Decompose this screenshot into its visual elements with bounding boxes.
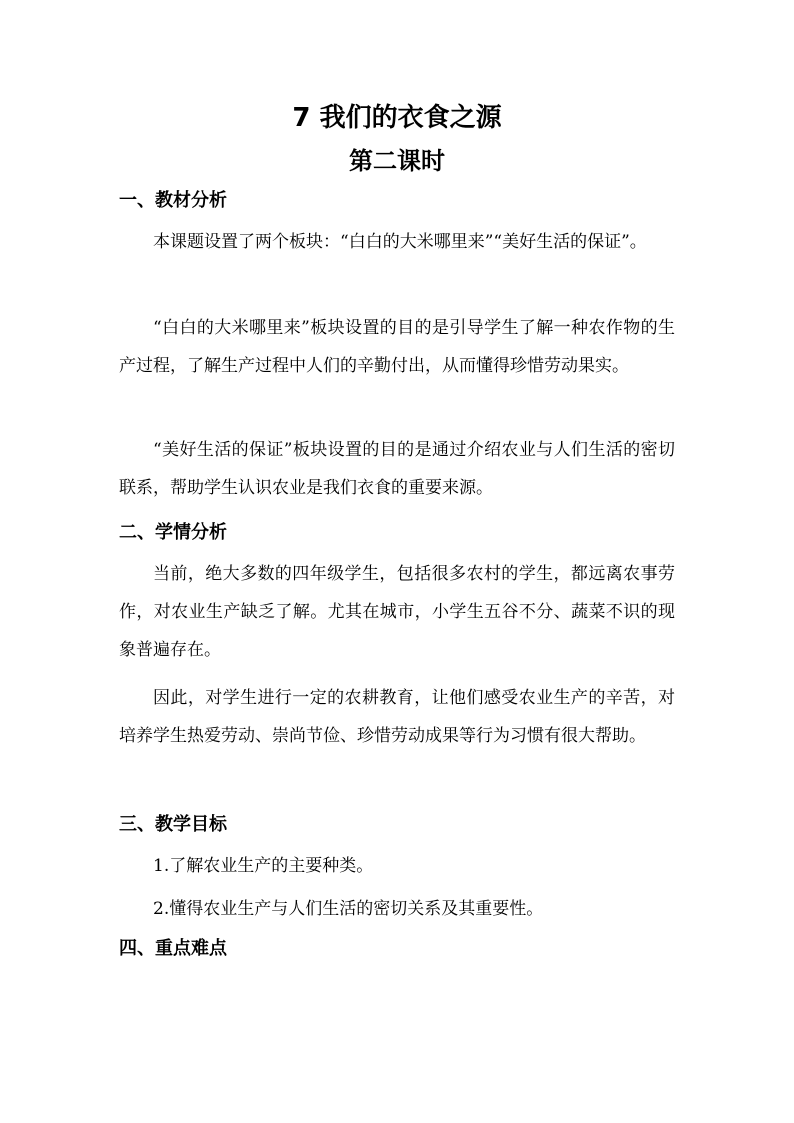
section-heading-textbook-analysis: 一、教材分析 [119, 190, 227, 211]
section-heading-key-points: 四、重点难点 [119, 938, 227, 959]
paragraph: 本课题设置了两个板块：“白白的大米哪里来”“美好生活的保证”。 [153, 232, 647, 252]
list-item: 1.了解农业生产的主要种类。 [153, 856, 374, 876]
section-heading-teaching-goals: 三、教学目标 [119, 814, 227, 835]
section-heading-student-analysis: 二、学情分析 [119, 522, 227, 543]
paragraph: “白白的大米哪里来”板块设置的目的是引导学生了解一种农作物的生产过程，了解生产过程中人们的辛勤付出，从而懂得珍惜劳动果实。 [119, 318, 675, 376]
lesson-subtitle: 第二课时 [349, 147, 445, 175]
list-item: 2.懂得农业生产与人们生活的密切关系及其重要性。 [153, 899, 544, 919]
paragraph: 因此，对学生进行一定的农耕教育，让他们感受农业生产的辛苦，对培养学生热爱劳动、崇尚节俭、珍惜劳动成果等行为习惯有很大帮助。 [119, 688, 675, 746]
paragraph: 当前，绝大多数的四年级学生，包括很多农村的学生，都远离农事劳作，对农业生产缺乏了解。尤其在城市，小学生五谷不分、蔬菜不识的现象普遍存在。 [119, 564, 675, 660]
lesson-title: 7 我们的衣食之源 [292, 103, 502, 133]
paragraph: “美好生活的保证”板块设置的目的是通过介绍农业与人们生活的密切联系，帮助学生认识农业是我们衣食的重要来源。 [119, 440, 675, 498]
